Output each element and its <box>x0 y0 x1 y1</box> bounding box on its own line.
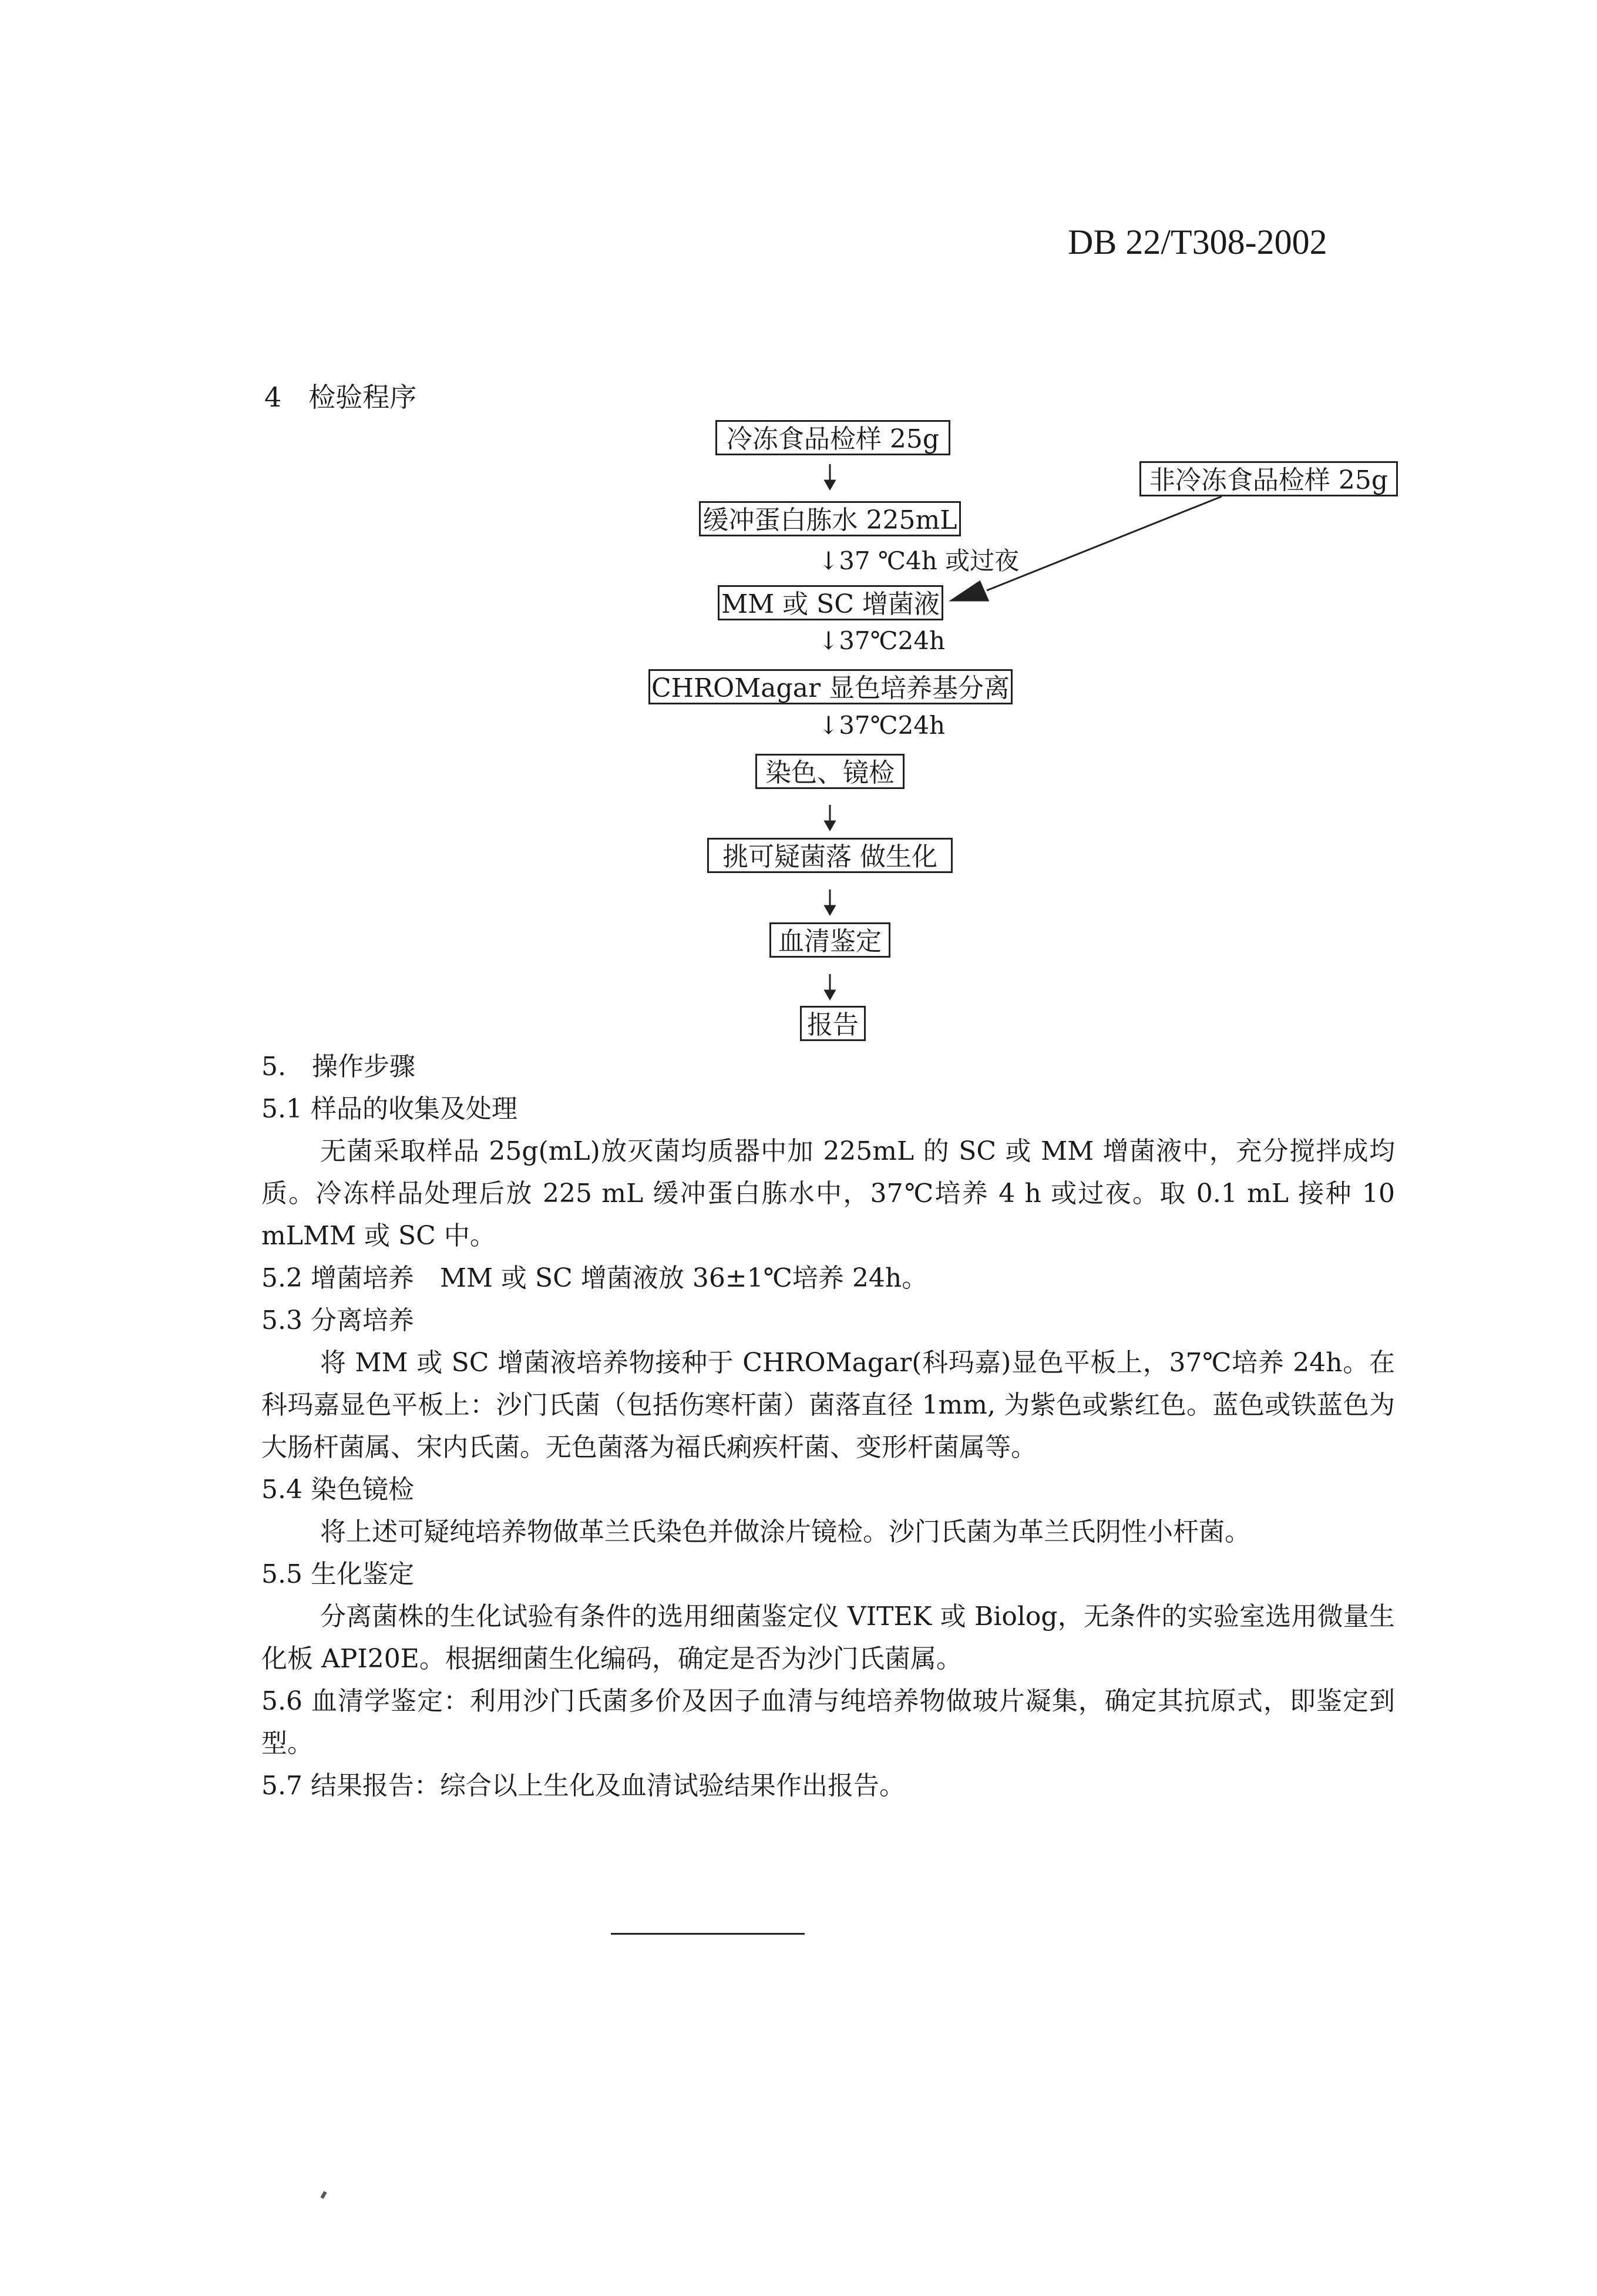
section-5-2: 5.2 增菌培养 MM 或 SC 增菌液放 36±1℃培养 24h。 <box>261 1263 928 1293</box>
label-step-2: ↓37℃24h <box>818 626 946 655</box>
label-step-3: ↓37℃24h <box>818 711 946 740</box>
box-frozen-sample: 冷冻食品检样 25g <box>715 420 950 455</box>
box-stain: 染色、镜检 <box>755 754 905 789</box>
box-buffer: 缓冲蛋白胨水 225mL <box>699 501 961 536</box>
section-5-7: 5.7 结果报告：综合以上生化及血清试验结果作出报告。 <box>261 1771 905 1801</box>
arrow-head-6 <box>825 906 835 914</box>
section-5-6: 5.6 血清学鉴定：利用沙门氏菌多价及因子血清与纯培养物做玻片凝集，确定其抗原式，即鉴定到型。 <box>261 1686 1395 1758</box>
section-5-1-title: 5.1 样品的收集及处理 <box>261 1094 517 1124</box>
side-arrow-head <box>952 582 988 600</box>
box-chromagar: CHROMagar 显色培养基分离 <box>648 669 1013 704</box>
document-code: DB 22/T308-2002 <box>1068 223 1327 261</box>
arrow-head-5 <box>825 821 835 830</box>
section-5-4-title: 5.4 染色镜检 <box>261 1475 414 1505</box>
scan-speck <box>320 2191 327 2198</box>
label-step-1: ↓37 ℃4h 或过夜 <box>818 546 1020 575</box>
arrow-head-1 <box>825 481 835 489</box>
section-5-3-body: 将 MM 或 SC 增菌液培养物接种于 CHROMagar(科玛嘉)显色平板上，37℃培养 24h。在科玛嘉显色平板上：沙门氏菌（包括伤寒杆菌）菌落直径 1mm, 为紫色或紫红色。蓝色或铁蓝色为大肠杆菌属、宋内氏菌。无色菌落为福氏痢疾杆菌、变形杆菌属等。 <box>261 1348 1395 1462</box>
box-nonfrozen-sample: 非冷冻食品检样 25g <box>1139 461 1398 496</box>
arrow-head-7 <box>825 991 835 999</box>
section-5-3-title: 5.3 分离培养 <box>261 1305 414 1335</box>
section-5-title: 5. 操作步骤 <box>261 1052 415 1082</box>
section-5-1-body: 无菌采取样品 25g(mL)放灭菌均质器中加 225mL 的 SC 或 MM 增菌液中，充分搅拌成均质。冷冻样品处理后放 225 mL 缓冲蛋白胨水中，37℃培养 4 h 或过夜。取 0.1 mL 接种 10 mLMM 或 SC 中。 <box>261 1136 1395 1251</box>
side-arrow-line <box>987 496 1222 590</box>
section-4-title: 4 检验程序 <box>264 381 417 413</box>
section-5-4-body: 将上述可疑纯培养物做革兰氏染色并做涂片镜检。沙门氏菌为革兰氏阴性小杆菌。 <box>320 1517 1250 1547</box>
section-5-5-body: 分离菌株的生化试验有条件的选用细菌鉴定仪 VITEK 或 Biolog，无条件的实验室选用微量生化板 API20E。根据细菌生化编码，确定是否为沙门氏菌属。 <box>261 1602 1395 1674</box>
box-serum: 血清鉴定 <box>769 922 890 958</box>
box-enrichment: MM 或 SC 增菌液 <box>718 585 943 620</box>
box-report: 报告 <box>800 1006 866 1041</box>
section-5-5-title: 5.5 生化鉴定 <box>261 1559 414 1589</box>
box-pick-colonies: 挑可疑菌落 做生化 <box>707 838 953 873</box>
end-rule <box>611 1933 805 1935</box>
